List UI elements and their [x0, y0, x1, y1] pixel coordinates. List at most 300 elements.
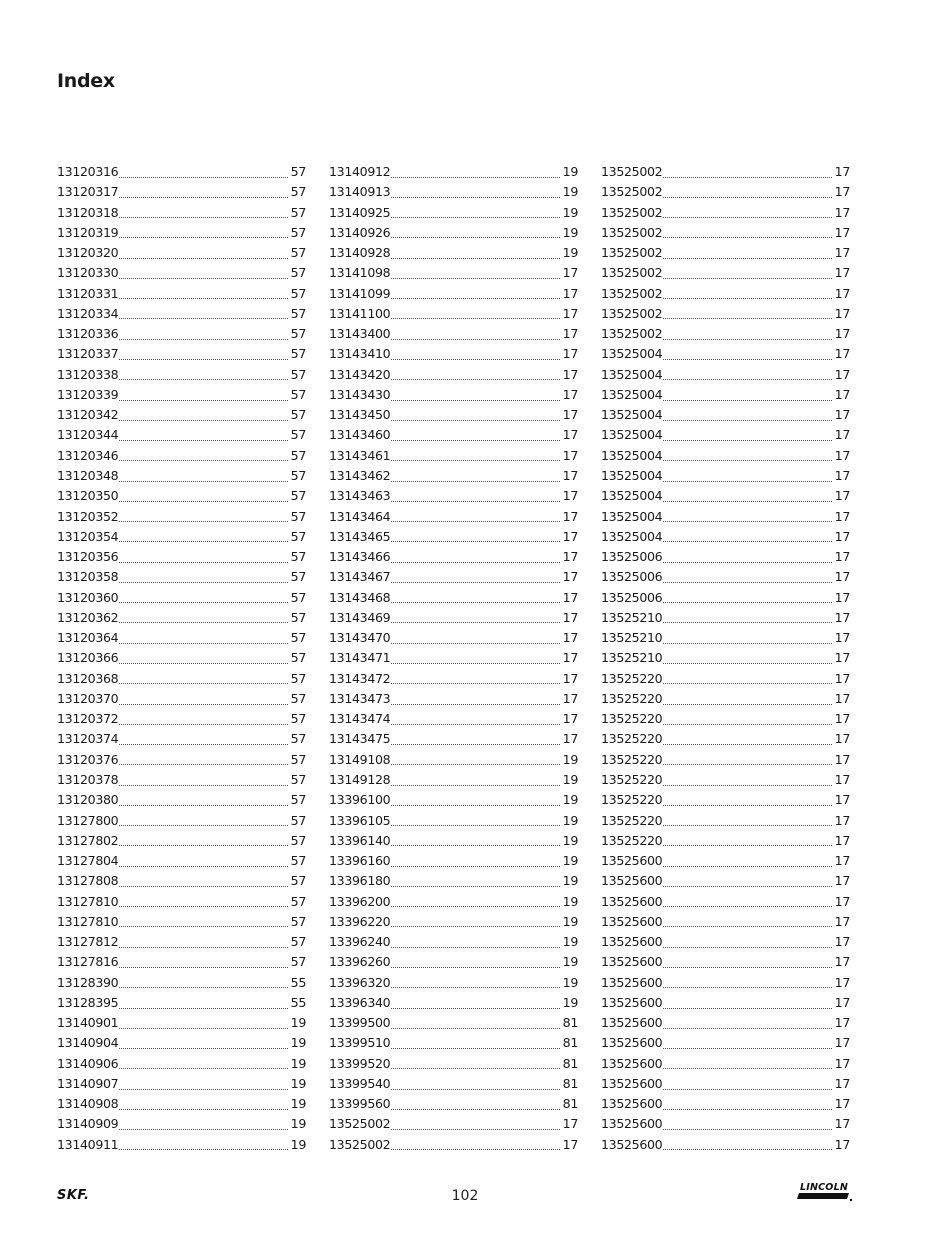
- dot-leader: [391, 237, 559, 238]
- index-entry: [601, 1054, 850, 1074]
- index-entry: [601, 507, 850, 527]
- index-entry: [601, 1033, 850, 1053]
- page-reference: 17: [834, 609, 850, 625]
- page-reference: 17: [834, 792, 850, 808]
- index-entry: [57, 811, 306, 831]
- skf-logo: SKF.: [57, 1188, 90, 1203]
- part-number: 13143465: [329, 528, 391, 544]
- page-reference: 57: [290, 690, 306, 706]
- dot-leader: [391, 724, 559, 725]
- dot-leader: [391, 318, 559, 319]
- index-column-1: [57, 162, 306, 1155]
- index-entry: [57, 648, 306, 668]
- part-number: 13120330: [57, 265, 119, 281]
- index-entry: [601, 973, 850, 993]
- part-number: 13396220: [329, 913, 391, 929]
- index-entry: [601, 324, 850, 344]
- page-reference: 17: [834, 447, 850, 463]
- dot-leader: [391, 339, 559, 340]
- index-entry: [57, 831, 306, 851]
- index-entry: [329, 790, 578, 810]
- part-number: 13127816: [57, 954, 119, 970]
- part-number: 13143475: [329, 731, 391, 747]
- page-reference: 19: [562, 893, 578, 909]
- page-reference: 57: [290, 265, 306, 281]
- part-number: 13149108: [329, 751, 391, 767]
- page-reference: 17: [562, 650, 578, 666]
- part-number: 13120318: [57, 204, 119, 220]
- dot-leader: [663, 1048, 831, 1049]
- page-reference: 19: [562, 771, 578, 787]
- part-number: 13525002: [601, 164, 663, 179]
- index-entry: [57, 263, 306, 283]
- page-reference: 17: [562, 630, 578, 646]
- part-number: 13143468: [329, 589, 391, 605]
- dot-leader: [119, 643, 287, 644]
- part-number: 13399500: [329, 1015, 391, 1031]
- page-reference: 17: [834, 346, 850, 362]
- part-number: 13120368: [57, 670, 119, 686]
- part-number: 13127802: [57, 832, 119, 848]
- index-entry: [601, 425, 850, 445]
- part-number: 13140908: [57, 1096, 119, 1112]
- page-reference: 17: [562, 427, 578, 443]
- dot-leader: [663, 987, 831, 988]
- index-entry: [57, 466, 306, 486]
- dot-leader: [119, 298, 287, 299]
- index-entry: [57, 1114, 306, 1134]
- index-entry: [329, 729, 578, 749]
- dot-leader: [119, 906, 287, 907]
- part-number: 13525220: [601, 812, 663, 828]
- index-entry: [329, 811, 578, 831]
- part-number: 13525002: [601, 204, 663, 220]
- dot-leader: [119, 602, 287, 603]
- part-number: 13143474: [329, 711, 391, 727]
- dot-leader: [119, 481, 287, 482]
- index-entry: [57, 223, 306, 243]
- part-number: 13140906: [57, 1055, 119, 1071]
- dot-leader: [391, 501, 559, 502]
- part-number: 13525002: [601, 224, 663, 240]
- index-entry: [329, 385, 578, 405]
- dot-leader: [663, 602, 831, 603]
- part-number: 13143461: [329, 447, 391, 463]
- page-reference: 17: [834, 812, 850, 828]
- page-reference: 57: [290, 954, 306, 970]
- index-entry: [329, 425, 578, 445]
- part-number: 13143467: [329, 569, 391, 585]
- index-entry: [329, 912, 578, 932]
- dot-leader: [663, 906, 831, 907]
- dot-leader: [119, 947, 287, 948]
- index-entry: [601, 851, 850, 871]
- dot-leader: [391, 764, 559, 765]
- part-number: 13127812: [57, 934, 119, 950]
- index-entry: [329, 628, 578, 648]
- part-number: 13120362: [57, 609, 119, 625]
- part-number: 13525600: [601, 974, 663, 990]
- part-number: 13396260: [329, 954, 391, 970]
- page-reference: 19: [562, 954, 578, 970]
- dot-leader: [663, 805, 831, 806]
- page-reference: 17: [834, 1116, 850, 1132]
- index-entry: [329, 1033, 578, 1053]
- dot-leader: [663, 460, 831, 461]
- page-reference: 17: [834, 285, 850, 301]
- page-reference: 17: [834, 731, 850, 747]
- dot-leader: [119, 501, 287, 502]
- dot-leader: [663, 1028, 831, 1029]
- dot-leader: [391, 420, 559, 421]
- page-reference: 17: [834, 569, 850, 585]
- page-reference: 17: [562, 711, 578, 727]
- page-reference: 17: [834, 1096, 850, 1112]
- page-reference: 57: [290, 549, 306, 565]
- page-reference: 17: [562, 589, 578, 605]
- page-reference: 19: [562, 164, 578, 179]
- page-reference: 17: [834, 1075, 850, 1091]
- part-number: 13143464: [329, 508, 391, 524]
- index-entry: [601, 1135, 850, 1155]
- part-number: 13143460: [329, 427, 391, 443]
- index-entry: [57, 790, 306, 810]
- index-entry: [601, 811, 850, 831]
- index-entry: [601, 689, 850, 709]
- dot-leader: [119, 622, 287, 623]
- part-number: 13525600: [601, 853, 663, 869]
- dot-leader: [119, 278, 287, 279]
- index-entry: [57, 1033, 306, 1053]
- dot-leader: [663, 785, 831, 786]
- page-reference: 17: [834, 467, 850, 483]
- dot-leader: [119, 1008, 287, 1009]
- index-entry: [329, 446, 578, 466]
- index-entry: [601, 892, 850, 912]
- dot-leader: [663, 318, 831, 319]
- part-number: 13127810: [57, 893, 119, 909]
- page-reference: 19: [562, 913, 578, 929]
- dot-leader: [119, 217, 287, 218]
- page-reference: 19: [562, 204, 578, 220]
- page-reference: 17: [834, 771, 850, 787]
- dot-leader: [119, 440, 287, 441]
- index-entry: [329, 892, 578, 912]
- page-reference: 17: [562, 447, 578, 463]
- part-number: 13120352: [57, 508, 119, 524]
- index-entry: [329, 648, 578, 668]
- page-reference: 17: [562, 488, 578, 504]
- dot-leader: [663, 764, 831, 765]
- dot-leader: [391, 683, 559, 684]
- part-number: 13525002: [329, 1116, 391, 1132]
- part-number: 13120364: [57, 630, 119, 646]
- part-number: 13396200: [329, 893, 391, 909]
- part-number: 13525002: [601, 245, 663, 261]
- part-number: 13120342: [57, 407, 119, 423]
- dot-leader: [391, 602, 559, 603]
- dot-leader: [663, 258, 831, 259]
- dot-leader: [391, 663, 559, 664]
- part-number: 13140909: [57, 1116, 119, 1132]
- dot-leader: [391, 866, 559, 867]
- part-number: 13525220: [601, 751, 663, 767]
- dot-leader: [119, 663, 287, 664]
- dot-leader: [119, 805, 287, 806]
- page-reference: 19: [562, 792, 578, 808]
- page-reference: 57: [290, 893, 306, 909]
- dot-leader: [663, 197, 831, 198]
- index-column-2: [329, 162, 578, 1155]
- page-reference: 17: [834, 873, 850, 889]
- part-number: 13143473: [329, 690, 391, 706]
- part-number: 13120316: [57, 164, 119, 179]
- page-reference: 17: [834, 164, 850, 179]
- part-number: 13140911: [57, 1136, 119, 1152]
- index-entry: [601, 831, 850, 851]
- page-reference: 17: [562, 386, 578, 402]
- index-entry: [57, 912, 306, 932]
- dot-leader: [663, 562, 831, 563]
- dot-leader: [391, 400, 559, 401]
- page-reference: 17: [562, 609, 578, 625]
- page-reference: 17: [834, 751, 850, 767]
- part-number: 13143462: [329, 467, 391, 483]
- page-reference: 17: [834, 528, 850, 544]
- dot-leader: [663, 1089, 831, 1090]
- index-entry: [601, 385, 850, 405]
- index-entry: [57, 750, 306, 770]
- index-entry: [329, 750, 578, 770]
- part-number: 13143463: [329, 488, 391, 504]
- part-number: 13120339: [57, 386, 119, 402]
- index-entry: [57, 344, 306, 364]
- dot-leader: [391, 987, 559, 988]
- part-number: 13525600: [601, 994, 663, 1010]
- page-reference: 17: [834, 1136, 850, 1152]
- page-reference: 19: [290, 1136, 306, 1152]
- index-entry: [601, 284, 850, 304]
- part-number: 13120378: [57, 771, 119, 787]
- part-number: 13120334: [57, 305, 119, 321]
- part-number: 13396240: [329, 934, 391, 950]
- dot-leader: [119, 886, 287, 887]
- index-entry: [329, 466, 578, 486]
- page-reference: 57: [290, 224, 306, 240]
- dot-leader: [119, 197, 287, 198]
- dot-leader: [391, 521, 559, 522]
- page-reference: 57: [290, 447, 306, 463]
- part-number: 13120344: [57, 427, 119, 443]
- part-number: 13120370: [57, 690, 119, 706]
- index-entry: [601, 1074, 850, 1094]
- index-entry: [57, 385, 306, 405]
- lincoln-logo: [797, 1181, 853, 1203]
- dot-leader: [391, 886, 559, 887]
- dot-leader: [663, 643, 831, 644]
- part-number: 13525004: [601, 447, 663, 463]
- dot-leader: [391, 947, 559, 948]
- page-reference: 17: [562, 670, 578, 686]
- index-entry: [329, 365, 578, 385]
- dot-leader: [663, 947, 831, 948]
- dot-leader: [391, 926, 559, 927]
- dot-leader: [391, 278, 559, 279]
- index-entry: [57, 608, 306, 628]
- page-reference: 57: [290, 650, 306, 666]
- part-number: 13120366: [57, 650, 119, 666]
- page-reference: 17: [562, 366, 578, 382]
- dot-leader: [119, 460, 287, 461]
- part-number: 13143466: [329, 549, 391, 565]
- index-entry: [329, 851, 578, 871]
- part-number: 13143410: [329, 346, 391, 362]
- page-reference: 19: [562, 853, 578, 869]
- dot-leader: [391, 460, 559, 461]
- page-reference: 57: [290, 407, 306, 423]
- page-reference: 17: [562, 1136, 578, 1152]
- page-reference: 17: [834, 407, 850, 423]
- index-entry: [57, 952, 306, 972]
- index-entry: [329, 243, 578, 263]
- part-number: 13525220: [601, 690, 663, 706]
- page-reference: 57: [290, 528, 306, 544]
- dot-leader: [663, 1008, 831, 1009]
- index-entry: [57, 162, 306, 182]
- dot-leader: [391, 906, 559, 907]
- dot-leader: [119, 379, 287, 380]
- part-number: 13525220: [601, 771, 663, 787]
- part-number: 13525002: [601, 326, 663, 342]
- dot-leader: [663, 217, 831, 218]
- dot-leader: [663, 420, 831, 421]
- dot-leader: [391, 1149, 559, 1150]
- page-reference: 19: [290, 1116, 306, 1132]
- index-entry: [601, 729, 850, 749]
- dot-leader: [119, 1089, 287, 1090]
- dot-leader: [391, 481, 559, 482]
- index-entry: [329, 871, 578, 891]
- page-reference: 57: [290, 630, 306, 646]
- index-entry: [601, 932, 850, 952]
- index-entry: [57, 1054, 306, 1074]
- dot-leader: [663, 339, 831, 340]
- index-entry: [601, 466, 850, 486]
- page-reference: 17: [834, 366, 850, 382]
- page-reference: 17: [562, 528, 578, 544]
- dot-leader: [119, 683, 287, 684]
- dot-leader: [663, 622, 831, 623]
- dot-leader: [119, 339, 287, 340]
- page-reference: 57: [290, 853, 306, 869]
- page-reference: 57: [290, 609, 306, 625]
- page-reference: 17: [834, 589, 850, 605]
- index-entry: [57, 243, 306, 263]
- dot-leader: [119, 237, 287, 238]
- part-number: 13120331: [57, 285, 119, 301]
- page-reference: 57: [290, 751, 306, 767]
- index-entry: [329, 1054, 578, 1074]
- page-reference: 17: [834, 893, 850, 909]
- index-entry: [329, 567, 578, 587]
- dot-leader: [663, 926, 831, 927]
- part-number: 13120380: [57, 792, 119, 808]
- dot-leader: [119, 258, 287, 259]
- page-reference: 17: [834, 690, 850, 706]
- part-number: 13525004: [601, 488, 663, 504]
- page-reference: 57: [290, 934, 306, 950]
- dot-leader: [119, 1028, 287, 1029]
- page-reference: 57: [290, 873, 306, 889]
- page-reference: 17: [834, 204, 850, 220]
- page-reference: 57: [290, 913, 306, 929]
- page-reference: 17: [834, 670, 850, 686]
- dot-leader: [663, 440, 831, 441]
- page-reference: 17: [834, 650, 850, 666]
- dot-leader: [391, 298, 559, 299]
- index-entry: [57, 486, 306, 506]
- page-reference: 17: [834, 508, 850, 524]
- page-reference: 17: [834, 549, 850, 565]
- index-entry: [601, 993, 850, 1013]
- dot-leader: [663, 278, 831, 279]
- dot-leader: [119, 1129, 287, 1130]
- part-number: 13525600: [601, 1096, 663, 1112]
- part-number: 13525210: [601, 650, 663, 666]
- dot-leader: [119, 521, 287, 522]
- page-reference: 19: [562, 994, 578, 1010]
- part-number: 13525004: [601, 427, 663, 443]
- page-reference: 57: [290, 670, 306, 686]
- index-entry: [329, 263, 578, 283]
- index-entry: [601, 1094, 850, 1114]
- dot-leader: [119, 582, 287, 583]
- part-number: 13120356: [57, 549, 119, 565]
- dot-leader: [663, 1129, 831, 1130]
- page-reference: 57: [290, 711, 306, 727]
- dot-leader: [663, 481, 831, 482]
- part-number: 13399560: [329, 1096, 391, 1112]
- part-number: 13396340: [329, 994, 391, 1010]
- page-reference: 17: [562, 569, 578, 585]
- part-number: 13127800: [57, 812, 119, 828]
- index-entry: [601, 871, 850, 891]
- page-reference: 17: [834, 974, 850, 990]
- page-reference: 57: [290, 467, 306, 483]
- dot-leader: [391, 1109, 559, 1110]
- dot-leader: [119, 785, 287, 786]
- page-reference: 17: [562, 407, 578, 423]
- page-reference: 57: [290, 164, 306, 179]
- page-reference: 19: [562, 224, 578, 240]
- index-entry: [601, 588, 850, 608]
- index-column-3: [601, 162, 850, 1155]
- index-entry: [329, 588, 578, 608]
- index-entry: [329, 973, 578, 993]
- part-number: 13120336: [57, 326, 119, 342]
- page-reference: 57: [290, 771, 306, 787]
- index-entry: [329, 507, 578, 527]
- index-entry: [601, 669, 850, 689]
- page-reference: 19: [562, 184, 578, 200]
- part-number: 13525002: [329, 1136, 391, 1152]
- part-number: 13120337: [57, 346, 119, 362]
- index-entry: [57, 1013, 306, 1033]
- index-entry: [329, 223, 578, 243]
- dot-leader: [663, 379, 831, 380]
- part-number: 13525220: [601, 670, 663, 686]
- page-reference: 81: [562, 1035, 578, 1051]
